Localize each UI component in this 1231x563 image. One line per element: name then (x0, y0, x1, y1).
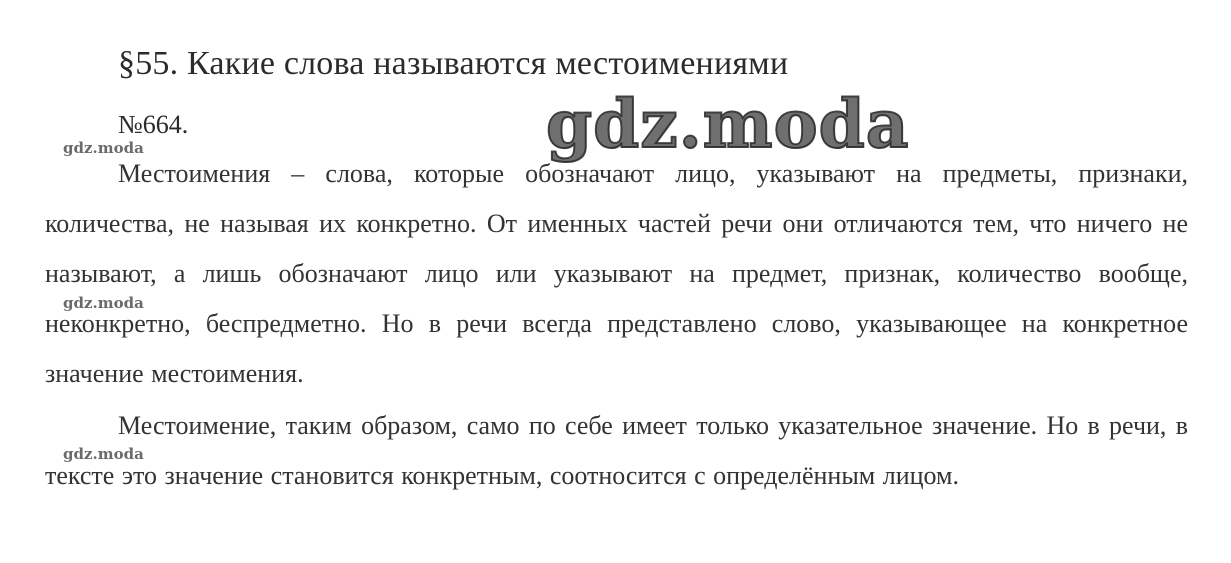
section-heading: §55. Какие слова называются местоимениями (118, 45, 789, 82)
watermark-small-3: gdz.moda (63, 445, 144, 463)
watermark-small-2: gdz.moda (63, 294, 144, 312)
paragraph-1: Местоимения – слова, которые обозначают лицо, указывают на предметы, признаки, количества, не называя их конкретно. От именных частей речи они отличаются тем, что ничего не называют, а лишь обозначают лицо или указывают на предмет, признак, количество вообще, неконкретно, беспредметно. Но в речи всегда представлено слово, указывающее на конкретное значение местоимения. (45, 159, 1188, 388)
paragraph-2: Местоимение, таким образом, само по себе имеет только указательное значение. Но в речи, в тексте это значение становится конкретным, соотносится с определённым лицом. (45, 411, 1188, 490)
watermark-logo: gdz.moda (546, 85, 910, 163)
task-number: №664. (118, 110, 189, 139)
watermark-small-1: gdz.moda (63, 139, 144, 157)
